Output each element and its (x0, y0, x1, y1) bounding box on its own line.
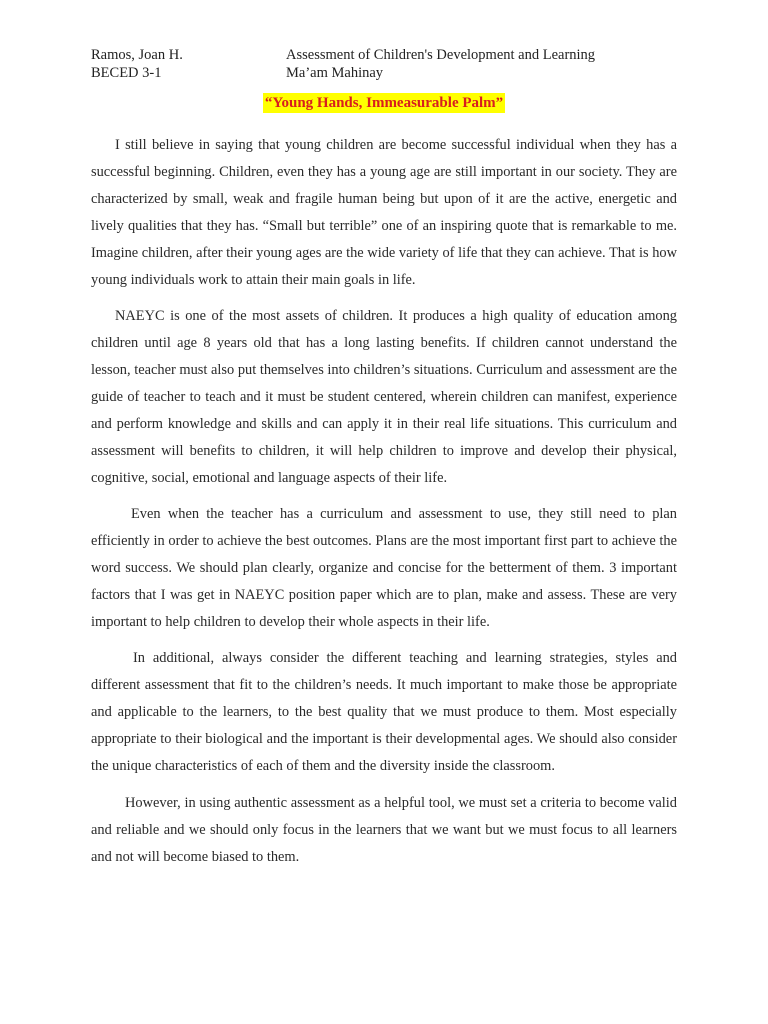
document-body (91, 132, 677, 871)
paragraph-3: Even when the teacher has a curriculum and assessment to use, they still need to plan efficiently in order to achieve the best outcomes. Plans are the most important first part to achieve the word success. We should plan clearly, organize and concise for the betterment of them. 3 important factors that I was get in NAEYC position paper which are to plan, make and assess. These are very important to help children to develop their whole aspects in their life. (91, 506, 677, 630)
paragraph-5: However, in using authentic assessment as a helpful tool, we must set a criteria to become valid and reliable and we should only focus in the learners that we want but we must focus to all learners and not will become biased to them. (91, 795, 677, 865)
author-name: Ramos, Joan H. (91, 47, 183, 63)
section-code: BECED 3-1 (91, 65, 162, 81)
header-row-2 (91, 64, 691, 82)
paragraph-1: I still believe in saying that young children are become successful individual when they has a successful beginning. Children, even they has a young age are still important in our society. They are characterized by small, weak and fragile human being but upon of it are the active, energetic and lively qualities that they has. “Small but terrible” one of an inspiring quote that is remarkable to me. Imagine children, after their young ages are the wide variety of life that they can achieve. That is how young individuals work to attain their main goals in life. (91, 137, 677, 288)
course-name: Assessment of Children's Development and Learning (286, 47, 596, 63)
instructor-name: Ma’am Mahinay (286, 65, 384, 81)
header-row-1 (91, 46, 691, 64)
title-container (0, 93, 768, 113)
document-header (91, 46, 691, 82)
paragraph-2: NAEYC is one of the most assets of children. It produces a high quality of education among children until age 8 years old that has a long lasting benefits. If children cannot understand the lesson, teacher must also put themselves into children’s situations. Curriculum and assessment are the guide of teacher to teach and it must be student centered, wherein children can manifest, experience and perform knowledge and skills and can apply it in their real life situations. This curriculum and assessment will benefits to children, it will help children to improve and develop their physical, cognitive, social, emotional and language aspects of their life. (91, 308, 677, 486)
paragraph-4: In additional, always consider the different teaching and learning strategies, styles and different assessment that fit to the children’s needs. It much important to make those be appropriate and applicable to the learners, to the best quality that we must produce to them. Most especially appropriate to their biological and the important is their developmental ages. We should also consider the unique characteristics of each of them and the diversity inside the classroom. (91, 650, 677, 774)
document-title: “Young Hands, Immeasurable Palm” (264, 95, 504, 111)
